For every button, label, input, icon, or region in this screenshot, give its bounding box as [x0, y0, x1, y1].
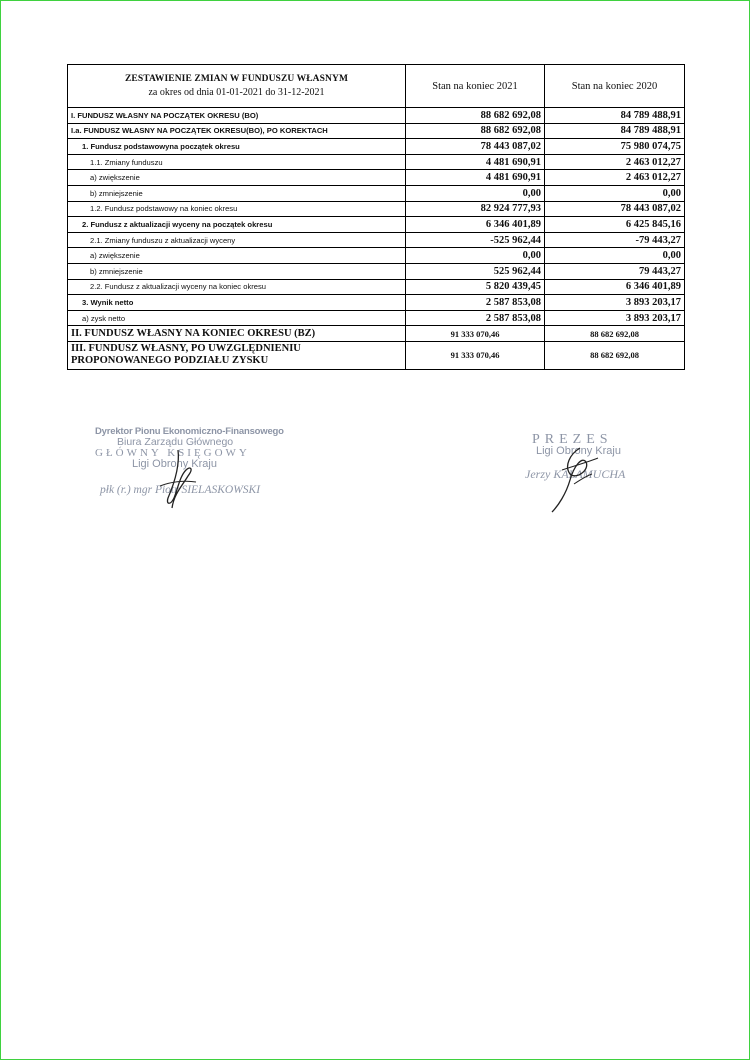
value-2020: 6 346 401,89 — [545, 279, 685, 295]
table-period: za okres od dnia 01-01-2021 do 31-12-2021 — [148, 87, 325, 98]
table-row — [68, 217, 685, 233]
table-row — [68, 263, 685, 279]
table-header-row — [68, 65, 685, 108]
value-2020: 88 682 692,08 — [545, 341, 685, 369]
value-2020: 3 893 203,17 — [545, 295, 685, 311]
stamp-line: Biura Zarządu Głównego — [117, 436, 234, 448]
signature-scribble-left — [150, 446, 220, 516]
value-2021: 2 587 853,08 — [406, 295, 545, 311]
value-2020: 78 443 087,02 — [545, 201, 685, 217]
value-2020: 84 789 488,91 — [545, 123, 685, 139]
table-row — [68, 310, 685, 326]
row-label: II. FUNDUSZ WŁASNY NA KONIEC OKRESU (BZ) — [68, 326, 406, 342]
table-row — [68, 279, 685, 295]
row-label: b) zmniejszenie — [68, 185, 406, 201]
value-2021: 91 333 070,46 — [406, 341, 545, 369]
value-2020: 3 893 203,17 — [545, 310, 685, 326]
value-2021: 0,00 — [406, 248, 545, 264]
table-row — [68, 108, 685, 124]
row-label: 1.2. Fundusz podstawowy na koniec okresu — [68, 201, 406, 217]
column-header-2021: Stan na koniec 2021 — [406, 65, 545, 108]
row-label: a) zysk netto — [68, 310, 406, 326]
value-2020: -79 443,27 — [545, 232, 685, 248]
row-label: b) zmniejszenie — [68, 263, 406, 279]
value-2020: 79 443,27 — [545, 263, 685, 279]
value-2020: 84 789 488,91 — [545, 108, 685, 124]
row-label: 3. Wynik netto — [68, 295, 406, 311]
value-2021: 88 682 692,08 — [406, 123, 545, 139]
row-label: 1. Fundusz podstawowyna początek okresu — [68, 139, 406, 155]
value-2021: 91 333 070,46 — [406, 326, 545, 342]
table-row — [68, 295, 685, 311]
stamp-line: GŁÓWNY KSIĘGOWY — [95, 447, 250, 459]
row-label: 2.1. Zmiany funduszu z aktualizacji wyceny — [68, 232, 406, 248]
row-label: a) zwiększenie — [68, 170, 406, 186]
value-2020: 2 463 012,27 — [545, 170, 685, 186]
value-2021: 525 962,44 — [406, 263, 545, 279]
value-2021: 4 481 690,91 — [406, 170, 545, 186]
table-row — [68, 170, 685, 186]
value-2021: 4 481 690,91 — [406, 154, 545, 170]
value-2021: 88 682 692,08 — [406, 108, 545, 124]
table-title-cell — [68, 65, 406, 108]
column-header-2020: Stan na koniec 2020 — [545, 65, 685, 108]
signature-scribble-right — [540, 440, 610, 520]
value-2020: 6 425 845,16 — [545, 217, 685, 233]
table-row — [68, 154, 685, 170]
value-2020: 2 463 012,27 — [545, 154, 685, 170]
value-2021: 82 924 777,93 — [406, 201, 545, 217]
table-row — [68, 185, 685, 201]
equity-changes-table — [67, 64, 684, 370]
row-label: a) zwiększenie — [68, 248, 406, 264]
row-label: 2.2. Fundusz z aktualizacji wyceny na koniec okresu — [68, 279, 406, 295]
stamp-line: Dyrektor Pionu Ekonomiczno-Finansowego — [95, 426, 284, 437]
stamp-line: Ligi Obrony Kraju — [536, 445, 621, 457]
row-label: III. FUNDUSZ WŁASNY, PO UWZGLĘDNIENIU PROPONOWANEGO PODZIAŁU ZYSKU — [68, 341, 406, 369]
stamp-line: PREZES — [532, 432, 613, 447]
row-label: 2. Fundusz z aktualizacji wyceny na początek okresu — [68, 217, 406, 233]
value-2020: 88 682 692,08 — [545, 326, 685, 342]
value-2020: 0,00 — [545, 185, 685, 201]
value-2021: 2 587 853,08 — [406, 310, 545, 326]
table-title: ZESTAWIENIE ZMIAN W FUNDUSZU WŁASNYM — [124, 74, 349, 84]
table-row — [68, 232, 685, 248]
row-label: I. FUNDUSZ WŁASNY NA POCZĄTEK OKRESU (BO) — [68, 108, 406, 124]
stamp-line: płk (r.) mgr Piotr SIELASKOWSKI — [100, 484, 261, 496]
table-row — [68, 201, 685, 217]
table-row — [68, 123, 685, 139]
stamp-line: Ligi Obrony Kraju — [132, 458, 217, 470]
stamp-line: Jerzy KALAMUCHA — [525, 467, 626, 481]
row-label: 1.1. Zmiany funduszu — [68, 154, 406, 170]
table-row — [68, 341, 685, 369]
value-2020: 75 980 074,75 — [545, 139, 685, 155]
table-row — [68, 248, 685, 264]
value-2021: 5 820 439,45 — [406, 279, 545, 295]
table-row — [68, 139, 685, 155]
value-2021: 6 346 401,89 — [406, 217, 545, 233]
table-row — [68, 326, 685, 342]
value-2021: 78 443 087,02 — [406, 139, 545, 155]
value-2020: 0,00 — [545, 248, 685, 264]
row-label: I.a. FUNDUSZ WŁASNY NA POCZĄTEK OKRESU(BO), PO KOREKTACH — [68, 123, 406, 139]
value-2021: -525 962,44 — [406, 232, 545, 248]
value-2021: 0,00 — [406, 185, 545, 201]
